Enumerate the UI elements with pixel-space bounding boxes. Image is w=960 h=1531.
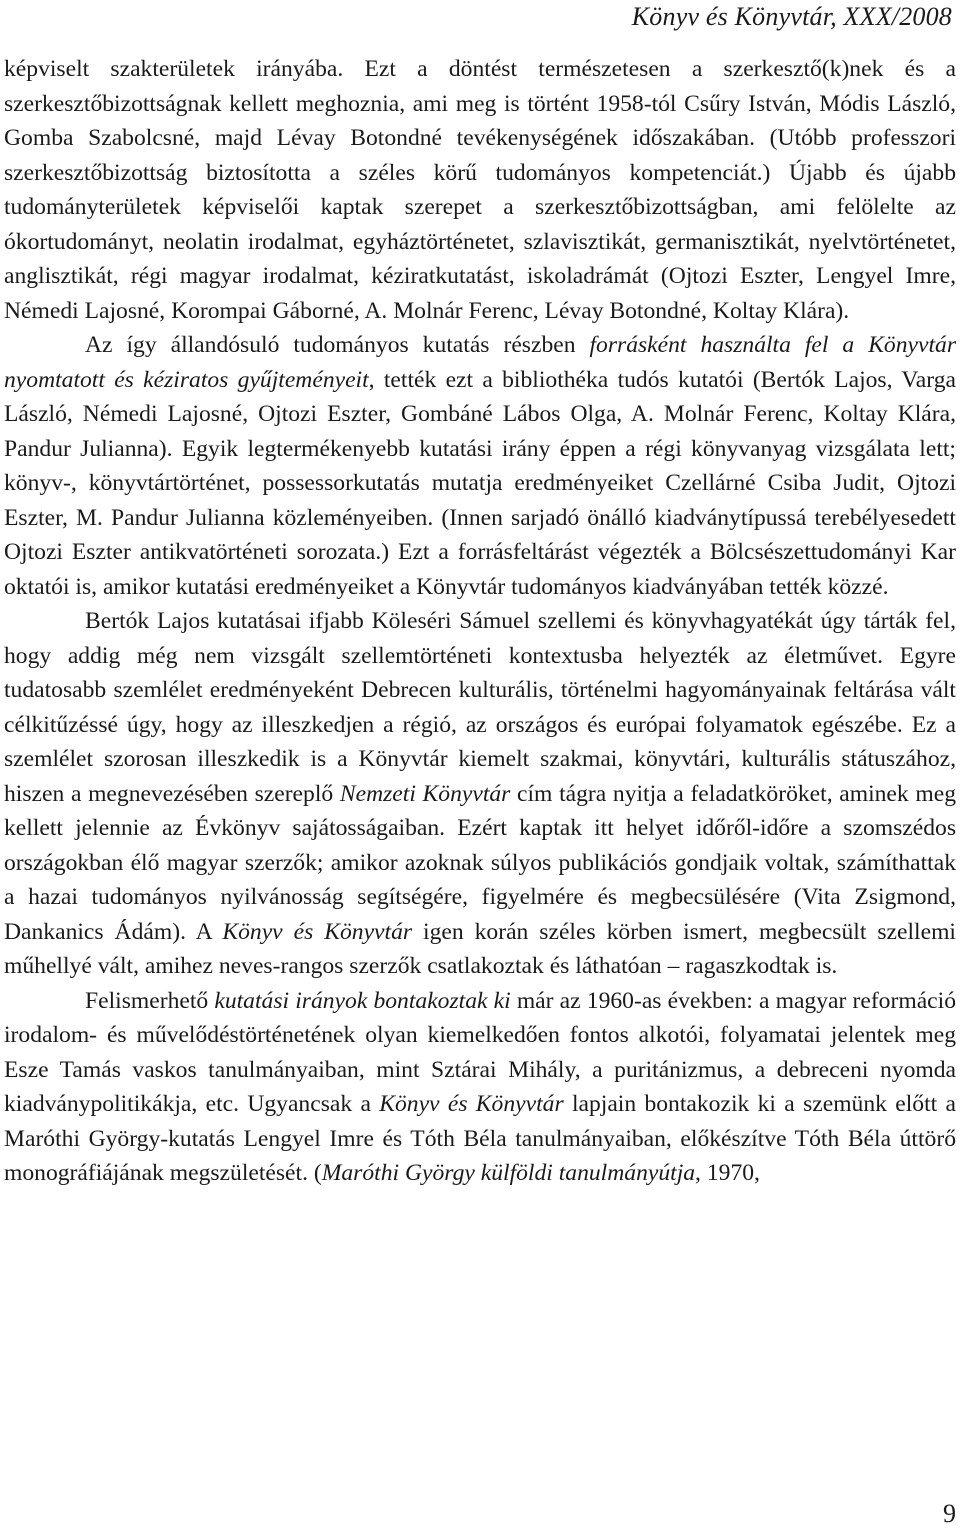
paragraph: [4, 984, 956, 1191]
text-run: Az így állandósuló tudományos kutatás részben: [85, 332, 590, 358]
text-run: képviselt szakterületek irányába. Ezt a döntést természetesen a szerkesztő(k)nek és a szerkesztőbizottságnak kellett meghoznia, ami meg is történt 1958-tól Csűry István, Módis László, Gomba Szabolcsné, majd Lévay Botondné tevékenységének időszakában. (Utóbb professzori szerkesztőbizottság biztosította a széles körű tudományos kompetenciát.) Újabb és újabb tudományterületek képviselői kaptak szerepet a szerkesztőbizottságban, ami felölelte az ókortudományt, neolatin irodalmat, egyháztörténetet, szlavisztikát, germanisztikát, nyelvtörténetet, anglisztikát, régi magyar irodalmat, kéziratkutatást, iskoladrámát (Ojtozi Eszter, Lengyel Imre, Némedi Lajosné, Korompai Gáborné, A. Molnár Ferenc, Lévay Botondné, Koltay Klára).: [4, 56, 956, 324]
paragraph: [4, 328, 956, 604]
running-header: Könyv és Könyvtár, XXX/2008: [631, 2, 952, 31]
italic-text-run: kutatási irányok bontakoztak ki: [214, 987, 511, 1014]
paragraph: [4, 604, 956, 984]
text-run: cím tágra nyitja a feladatköröket, aminek meg kellett jelennie az Évkönyv sajátosságaiban. Ezért kaptak itt helyet időről-időre a szomszédos országokban élő magyar szerzők; amikor azoknak súlyos publikációs gondjaik voltak, számíthattak a hazai tudományos nyilvánosság segítségére, figyelmére és megbecsülésére (Vita Zsigmond, Dankanics Ádám). A: [4, 780, 956, 945]
text-run: , 1970,: [695, 1160, 760, 1186]
italic-text-run: Nemzeti Könyvtár: [339, 780, 511, 807]
italic-text-run: forrásként használta fel a Könyvtár nyomtatott és kéziratos gyűjteményeit: [4, 332, 957, 393]
text-run: Bertók Lajos kutatásai ifjabb Köleséri Sámuel szellemi és könyvhagyatékát úgy tárták fel, hogy addig még nem vizsgált szellemtörténeti kontextusba helyezték az életművet. Egyre tudatosabb szemlélet eredményeként Debrecen kulturális, történelmi hagyományainak feltárása vált célkitűzéssé úgy, hogy az illeszkedjen a régió, az országos és európai folyamatok egészébe. Ez a szemlélet szorosan illeszkedik is a Könyvtár kiemelt szakmai, könyvtári, kulturális státuszához, hiszen a megnevezésében szereplő: [4, 608, 956, 807]
text-run: már az 1960-as években: a magyar reformáció irodalom- és művelődéstörténetének olyan kiemelkedően fontos alkotói, folyamatai jelentek meg Esze Tamás vaskos tanulmányaiban, mint Sztárai Mihály, a puritánizmus, a debreceni nyomda kiadványpolitikákja, etc. Ugyancsak a: [4, 987, 956, 1117]
italic-text-run: Könyv és Könyvtár: [222, 918, 413, 945]
paragraph: [4, 52, 956, 328]
text-run: lapjain bontakozik ki a szemünk előtt a Maróthi György-kutatás Lengyel Imre és Tóth Béla tanulmányaiban, előkészítve Tóth Béla úttörő monográfiájának megszületését. (: [4, 1091, 956, 1186]
italic-text-run: Könyv és Könyvtár: [379, 1091, 564, 1117]
text-run: , tették ezt a bibliothéka tudós kutatói (Bertók Lajos, Varga László, Némedi Lajosné, Ojtozi Eszter, Gombáné Lábos Olga, A. Molnár Ferenc, Koltay Klára, Pandur Julianna). Egyik legtermékenyebb kutatási irány éppen a régi könyvanyag vizsgálata lett; könyv-, könyvtártörténet, possessorkutatás mutatja eredményeiket Czellárné Csiba Judit, Ojtozi Eszter, M. Pandur Julianna közleményeiben. (Innen sarjadó önálló kiadványtípussá terebélyesedett Ojtozi Eszter antikvatörténeti sorozata.) Ezt a forrásfeltárást végezték a Bölcsészettudományi Kar oktatói is, amikor kutatási eredményeiket a Könyvtár tudományos kiadványában tették közzé.: [4, 366, 956, 600]
text-run: igen korán széles körben ismert, megbecsült szellemi műhellyé vált, amihez neves-rangos szerzők csatlakoztak és láthatóan – ragaszkodtak is.: [4, 918, 956, 979]
text-run: Felismerhető: [85, 987, 215, 1014]
article-body: [4, 52, 956, 1191]
italic-text-run: Maróthi György külföldi tanulmányútja: [321, 1160, 696, 1186]
page-number: 9: [943, 1499, 956, 1528]
